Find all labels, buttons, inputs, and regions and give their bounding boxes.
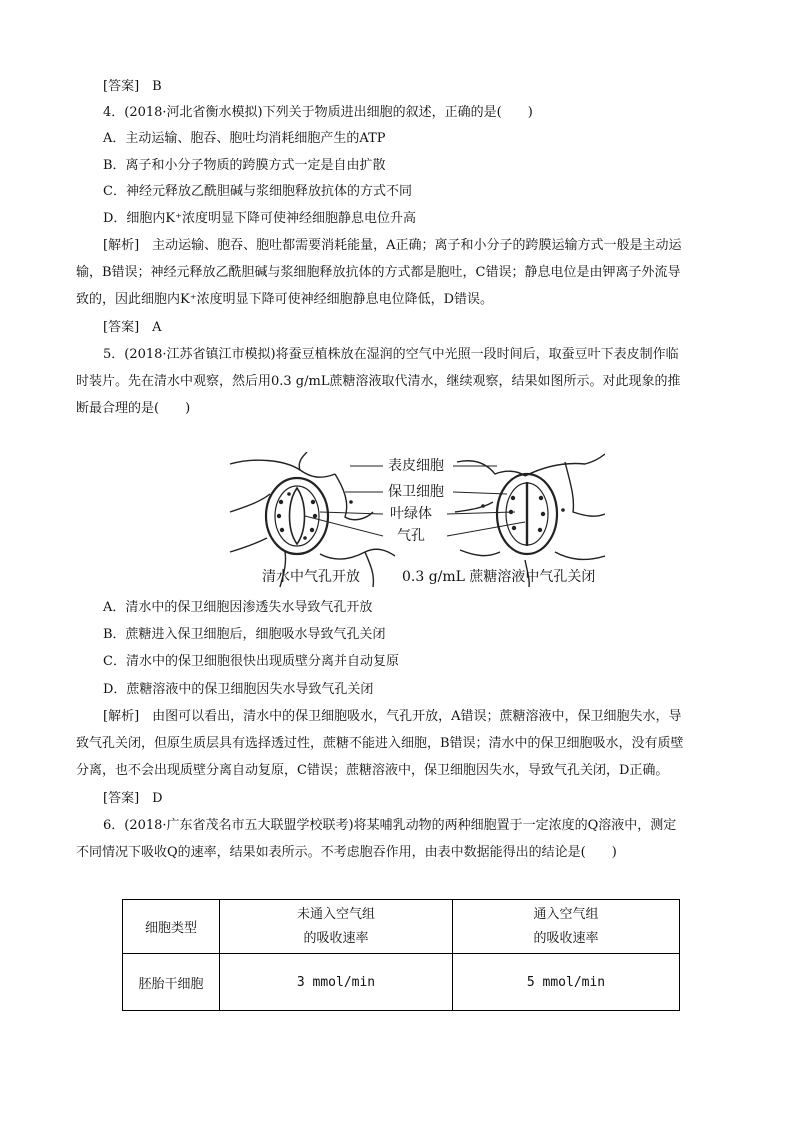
q5-stem-line: 时装片。先在清水中观察，然后用0.3 g/mL蔗糖溶液取代清水，继续观察，结果如图所示。对此现象的推 (76, 374, 681, 389)
label-leader-lines (305, 466, 525, 536)
cell-wall-line (455, 502, 493, 512)
caption-closed: 0.3 g/mL 蔗糖溶液中气孔关闭 (402, 569, 596, 585)
q5-answer: [答案] D (103, 791, 163, 806)
q4-analysis-line: 致的，因此细胞内K⁺浓度明显下降可使神经细胞静息电位降低，D错误。 (76, 292, 493, 307)
header-line: 未通入空气组 (296, 906, 375, 922)
cell-wall-line (320, 549, 395, 559)
table-header-cell (220, 900, 453, 954)
caption-open: 清水中气孔开放 (262, 569, 360, 585)
label-chloroplast: 叶绿体 (390, 506, 432, 522)
cell-wall-line (230, 538, 267, 552)
q5-option-a: A．清水中的保卫细胞因渗透失水导致气孔开放 (103, 600, 373, 615)
cell-wall-line (460, 550, 500, 556)
q4-option-b: B．离子和小分子物质的跨膜方式一定是自由扩散 (103, 158, 386, 173)
cell-wall-line (230, 494, 270, 512)
q5-analysis-line: 分离，也不会出现质壁分离自动复原，C错误；蔗糖溶液中，保卫细胞因失水，导致气孔关闭，D正确。 (76, 763, 669, 778)
header-line: 细胞类型 (144, 921, 197, 936)
cell-wall-line (525, 454, 605, 476)
q6-stem-line: 不同情况下吸收Q的速率，结果如表所示。不考虑胞吞作用，由表中数据能得出的结论是( ) (76, 845, 617, 860)
guard-cell-inner (275, 486, 319, 546)
cell-wall-line (457, 461, 525, 476)
cell-wall-line (299, 452, 307, 470)
table-header-row (123, 900, 680, 954)
absorption-rate-table (122, 899, 680, 1011)
q5-analysis-line: 致气孔关闭，但原生质层具有选择透过性，蔗糖不能进入细胞，B错误；清水中的保卫细胞吸水，没有质壁 (76, 736, 684, 751)
table-header-cell (123, 900, 220, 954)
table-cell: 胚胎干细胞 (123, 954, 220, 1011)
cell-wall-line (365, 552, 373, 587)
q5-stem-line: 断最合理的是( ) (76, 401, 191, 416)
cell-wall-line (555, 552, 605, 559)
q4-stem: 4．(2018·河北省衡水模拟)下列关于物质进出细胞的叙述，正确的是( ) (103, 105, 533, 120)
header-line: 的吸收速率 (533, 930, 599, 946)
q4-option-d: D．细胞内K⁺浓度明显下降可使神经细胞静息电位升高 (103, 211, 416, 226)
q6-stem-line: 6．(2018·广东省茂名市五大联盟学校联考)将某哺乳动物的两种细胞置于一定浓度的Q溶液中，测定 (103, 818, 677, 833)
q5-option-d: D．蔗糖溶液中的保卫细胞因失水导致气孔关闭 (103, 682, 374, 697)
label-stoma: 气孔 (397, 528, 425, 544)
q4-option-c: C．神经元释放乙酰胆碱与浆细胞释放抗体的方式不同 (103, 184, 412, 199)
table-cell: 5 mmol/min (453, 954, 680, 1011)
q5-analysis-line: [解析] 由图可以看出，清水中的保卫细胞吸水，气孔开放，A错误；蔗糖溶液中，保卫细胞失水，导 (103, 709, 682, 724)
label-epidermal-cell: 表皮细胞 (388, 458, 444, 474)
table-cell: 3 mmol/min (220, 954, 453, 1011)
q4-analysis-line: [解析] 主动运输、胞吞、胞吐都需要消耗能量，A正确；离子和小分子的跨膜运输方式一般是主动运 (103, 238, 682, 253)
q5-stem-line: 5．(2018·江苏省镇江市模拟)将蚕豆植株放在湿润的空气中光照一段时间后，取蚕豆叶下表皮制作临 (103, 347, 679, 362)
q5-option-b: B．蔗糖进入保卫细胞后，细胞吸水导致气孔关闭 (103, 627, 386, 642)
q4-option-a: A．主动运输、胞吞、胞吐均消耗细胞产生的ATP (103, 131, 386, 146)
q4-analysis-line: 输，B错误；神经元释放乙酰胆碱与浆细胞释放抗体的方式都是胞吐，C错误；静息电位是由钾离子外流导 (76, 265, 681, 280)
table-header-cell (453, 900, 680, 954)
q4-answer: [答案] A (103, 320, 162, 335)
cell-wall-line (565, 462, 605, 516)
header-line: 通入空气组 (533, 906, 599, 922)
cell-wall-line (230, 460, 335, 477)
label-guard-cell: 保卫细胞 (388, 484, 444, 500)
stoma-opening (290, 488, 305, 544)
q5-option-c: C．清水中的保卫细胞很快出现质壁分离并自动复原 (103, 654, 399, 669)
table-row (123, 954, 680, 1011)
header-line: 的吸收速率 (303, 930, 369, 946)
q3-answer: [答案] B (103, 79, 162, 94)
